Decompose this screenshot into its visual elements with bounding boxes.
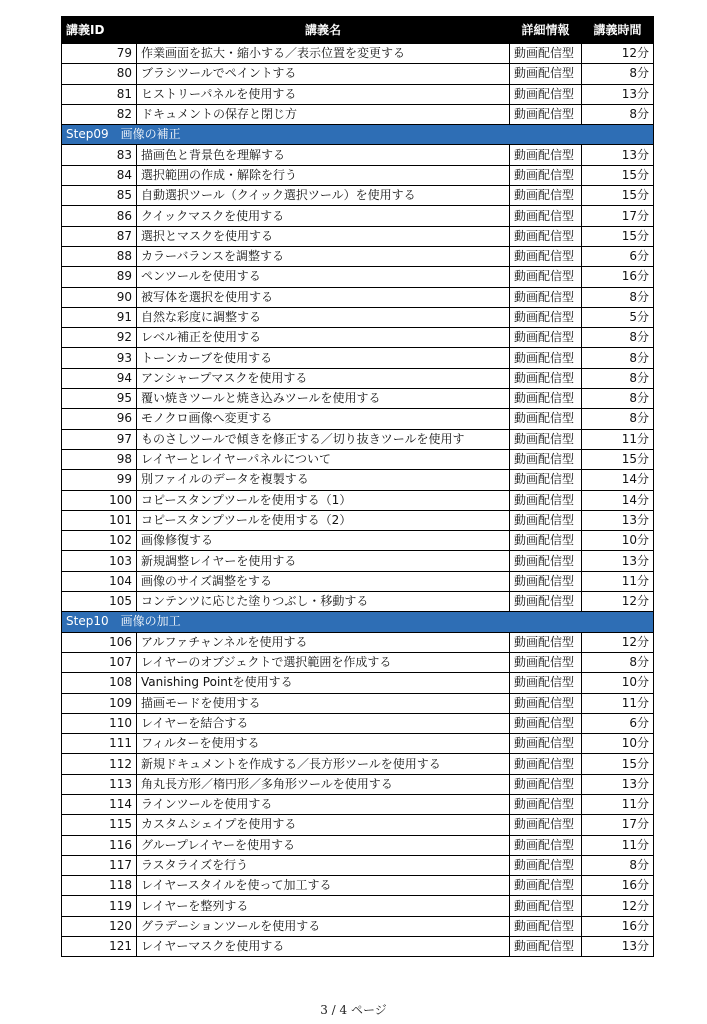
lecture-name: レイヤーとレイヤーパネルについて xyxy=(137,449,510,469)
lecture-time: 12分 xyxy=(582,632,654,652)
lecture-name: 作業画面を拡大・縮小する／表示位置を変更する xyxy=(137,44,510,64)
lecture-time: 8分 xyxy=(582,855,654,875)
lecture-detail: 動画配信型 xyxy=(510,531,582,551)
table-row xyxy=(62,855,654,875)
lecture-name: カラーバランスを調整する xyxy=(137,246,510,266)
lecture-time: 12分 xyxy=(582,44,654,64)
section-row xyxy=(62,612,654,632)
lecture-id: 84 xyxy=(62,165,137,185)
lecture-name: 描画モードを使用する xyxy=(137,693,510,713)
lecture-detail: 動画配信型 xyxy=(510,449,582,469)
table-row xyxy=(62,307,654,327)
table-row xyxy=(62,592,654,612)
lecture-id: 108 xyxy=(62,673,137,693)
lecture-detail: 動画配信型 xyxy=(510,632,582,652)
table-body xyxy=(62,44,654,957)
table-row xyxy=(62,409,654,429)
table-row xyxy=(62,165,654,185)
lecture-id: 88 xyxy=(62,246,137,266)
lecture-id: 112 xyxy=(62,754,137,774)
lecture-detail: 動画配信型 xyxy=(510,165,582,185)
lecture-name: レイヤーマスクを使用する xyxy=(137,937,510,957)
lecture-time: 15分 xyxy=(582,449,654,469)
lecture-time: 17分 xyxy=(582,815,654,835)
lecture-time: 15分 xyxy=(582,754,654,774)
lecture-id: 100 xyxy=(62,490,137,510)
lecture-detail: 動画配信型 xyxy=(510,429,582,449)
lecture-name: レイヤーを結合する xyxy=(137,713,510,733)
lecture-name: ドキュメントの保存と閉じ方 xyxy=(137,104,510,124)
lecture-id: 113 xyxy=(62,774,137,794)
lecture-time: 8分 xyxy=(582,389,654,409)
lecture-detail: 動画配信型 xyxy=(510,794,582,814)
lecture-name: 画像修復する xyxy=(137,531,510,551)
table-row xyxy=(62,470,654,490)
table-row xyxy=(62,287,654,307)
lecture-name: ラインツールを使用する xyxy=(137,794,510,814)
lecture-time: 12分 xyxy=(582,896,654,916)
lecture-time: 11分 xyxy=(582,571,654,591)
table-row xyxy=(62,815,654,835)
lecture-time: 8分 xyxy=(582,64,654,84)
lecture-name: コピースタンプツールを使用する（2） xyxy=(137,510,510,530)
table-row xyxy=(62,551,654,571)
lecture-id: 111 xyxy=(62,734,137,754)
lecture-name: ブラシツールでペイントする xyxy=(137,64,510,84)
lecture-detail: 動画配信型 xyxy=(510,592,582,612)
table-row xyxy=(62,673,654,693)
lecture-time: 5分 xyxy=(582,307,654,327)
lecture-name: Vanishing Pointを使用する xyxy=(137,673,510,693)
lecture-time: 8分 xyxy=(582,409,654,429)
section-row xyxy=(62,125,654,145)
lecture-time: 15分 xyxy=(582,186,654,206)
lecture-name: 自動選択ツール（クイック選択ツール）を使用する xyxy=(137,186,510,206)
table-row xyxy=(62,531,654,551)
table-row xyxy=(62,794,654,814)
lecture-time: 8分 xyxy=(582,652,654,672)
lecture-detail: 動画配信型 xyxy=(510,896,582,916)
lecture-time: 13分 xyxy=(582,84,654,104)
lecture-time: 6分 xyxy=(582,246,654,266)
table-row xyxy=(62,449,654,469)
lecture-time: 11分 xyxy=(582,429,654,449)
lecture-time: 13分 xyxy=(582,551,654,571)
table-row xyxy=(62,368,654,388)
table-row xyxy=(62,490,654,510)
section-label: Step10 画像の加工 xyxy=(62,612,654,632)
lecture-detail: 動画配信型 xyxy=(510,713,582,733)
lecture-id: 118 xyxy=(62,876,137,896)
lecture-id: 117 xyxy=(62,855,137,875)
lecture-time: 8分 xyxy=(582,104,654,124)
lecture-time: 11分 xyxy=(582,794,654,814)
table-row xyxy=(62,734,654,754)
lecture-id: 98 xyxy=(62,449,137,469)
lecture-detail: 動画配信型 xyxy=(510,774,582,794)
lecture-time: 16分 xyxy=(582,267,654,287)
lecture-detail: 動画配信型 xyxy=(510,510,582,530)
section-label: Step09 画像の補正 xyxy=(62,125,654,145)
lecture-detail: 動画配信型 xyxy=(510,145,582,165)
table-row xyxy=(62,937,654,957)
table-row xyxy=(62,916,654,936)
lecture-name: レベル補正を使用する xyxy=(137,328,510,348)
table-row xyxy=(62,896,654,916)
lecture-name: ペンツールを使用する xyxy=(137,267,510,287)
table-row xyxy=(62,571,654,591)
lecture-time: 8分 xyxy=(582,287,654,307)
lecture-detail: 動画配信型 xyxy=(510,307,582,327)
lecture-time: 8分 xyxy=(582,328,654,348)
table-row xyxy=(62,389,654,409)
lecture-detail: 動画配信型 xyxy=(510,815,582,835)
table-row xyxy=(62,835,654,855)
lecture-id: 79 xyxy=(62,44,137,64)
lecture-time: 12分 xyxy=(582,592,654,612)
lecture-name: ものさしツールで傾きを修正する／切り抜きツールを使用す xyxy=(137,429,510,449)
lecture-id: 82 xyxy=(62,104,137,124)
lecture-name: 別ファイルのデータを複製する xyxy=(137,470,510,490)
table-row xyxy=(62,774,654,794)
lecture-id: 102 xyxy=(62,531,137,551)
lecture-name: レイヤースタイルを使って加工する xyxy=(137,876,510,896)
lecture-name: 画像のサイズ調整をする xyxy=(137,571,510,591)
lecture-detail: 動画配信型 xyxy=(510,835,582,855)
lecture-detail: 動画配信型 xyxy=(510,226,582,246)
lecture-detail: 動画配信型 xyxy=(510,470,582,490)
lecture-time: 16分 xyxy=(582,916,654,936)
lecture-time: 16分 xyxy=(582,876,654,896)
lecture-id: 119 xyxy=(62,896,137,916)
lecture-time: 13分 xyxy=(582,774,654,794)
lecture-time: 13分 xyxy=(582,937,654,957)
table-row xyxy=(62,64,654,84)
lecture-time: 14分 xyxy=(582,470,654,490)
lecture-name: 選択とマスクを使用する xyxy=(137,226,510,246)
lecture-time: 8分 xyxy=(582,368,654,388)
lecture-detail: 動画配信型 xyxy=(510,734,582,754)
lecture-id: 96 xyxy=(62,409,137,429)
lecture-detail: 動画配信型 xyxy=(510,571,582,591)
lecture-name: 描画色と背景色を理解する xyxy=(137,145,510,165)
lecture-detail: 動画配信型 xyxy=(510,206,582,226)
table-row xyxy=(62,876,654,896)
lecture-detail: 動画配信型 xyxy=(510,64,582,84)
lecture-id: 109 xyxy=(62,693,137,713)
lecture-detail: 動画配信型 xyxy=(510,84,582,104)
lecture-id: 89 xyxy=(62,267,137,287)
lecture-id: 97 xyxy=(62,429,137,449)
lecture-detail: 動画配信型 xyxy=(510,693,582,713)
table-row xyxy=(62,44,654,64)
table-row xyxy=(62,348,654,368)
lecture-time: 6分 xyxy=(582,713,654,733)
lecture-id: 116 xyxy=(62,835,137,855)
lecture-name: 新規ドキュメントを作成する／長方形ツールを使用する xyxy=(137,754,510,774)
lecture-detail: 動画配信型 xyxy=(510,389,582,409)
lecture-detail: 動画配信型 xyxy=(510,267,582,287)
lecture-name: フィルターを使用する xyxy=(137,734,510,754)
lecture-id: 120 xyxy=(62,916,137,936)
lecture-detail: 動画配信型 xyxy=(510,409,582,429)
lecture-detail: 動画配信型 xyxy=(510,916,582,936)
course-table xyxy=(61,16,654,957)
lecture-id: 107 xyxy=(62,652,137,672)
lecture-id: 93 xyxy=(62,348,137,368)
header-time: 講義時間 xyxy=(582,17,654,44)
lecture-time: 11分 xyxy=(582,835,654,855)
lecture-id: 99 xyxy=(62,470,137,490)
lecture-id: 92 xyxy=(62,328,137,348)
lecture-time: 10分 xyxy=(582,673,654,693)
lecture-id: 104 xyxy=(62,571,137,591)
lecture-id: 106 xyxy=(62,632,137,652)
lecture-id: 85 xyxy=(62,186,137,206)
table-row xyxy=(62,226,654,246)
lecture-name: アルファチャンネルを使用する xyxy=(137,632,510,652)
lecture-id: 86 xyxy=(62,206,137,226)
lecture-detail: 動画配信型 xyxy=(510,876,582,896)
lecture-name: 自然な彩度に調整する xyxy=(137,307,510,327)
table-row xyxy=(62,84,654,104)
lecture-detail: 動画配信型 xyxy=(510,348,582,368)
table-header-row xyxy=(62,17,654,44)
page-number: 3 / 4 ページ xyxy=(320,1003,387,1017)
table-row xyxy=(62,328,654,348)
lecture-name: レイヤーのオブジェクトで選択範囲を作成する xyxy=(137,652,510,672)
lecture-time: 15分 xyxy=(582,165,654,185)
lecture-name: 被写体を選択を使用する xyxy=(137,287,510,307)
lecture-id: 110 xyxy=(62,713,137,733)
table-row xyxy=(62,713,654,733)
lecture-id: 87 xyxy=(62,226,137,246)
lecture-detail: 動画配信型 xyxy=(510,937,582,957)
lecture-name: ヒストリーパネルを使用する xyxy=(137,84,510,104)
lecture-detail: 動画配信型 xyxy=(510,754,582,774)
table-row xyxy=(62,510,654,530)
lecture-detail: 動画配信型 xyxy=(510,246,582,266)
lecture-time: 13分 xyxy=(582,510,654,530)
lecture-time: 10分 xyxy=(582,734,654,754)
lecture-time: 17分 xyxy=(582,206,654,226)
lecture-detail: 動画配信型 xyxy=(510,44,582,64)
header-detail: 詳細情報 xyxy=(510,17,582,44)
lecture-detail: 動画配信型 xyxy=(510,855,582,875)
lecture-id: 94 xyxy=(62,368,137,388)
lecture-id: 95 xyxy=(62,389,137,409)
lecture-id: 114 xyxy=(62,794,137,814)
lecture-detail: 動画配信型 xyxy=(510,287,582,307)
lecture-name: モノクロ画像へ変更する xyxy=(137,409,510,429)
lecture-id: 115 xyxy=(62,815,137,835)
table-row xyxy=(62,429,654,449)
lecture-name: ラスタライズを行う xyxy=(137,855,510,875)
header-name: 講義名 xyxy=(137,17,510,44)
lecture-detail: 動画配信型 xyxy=(510,186,582,206)
table-row xyxy=(62,186,654,206)
lecture-time: 13分 xyxy=(582,145,654,165)
lecture-time: 10分 xyxy=(582,531,654,551)
lecture-time: 8分 xyxy=(582,348,654,368)
lecture-name: レイヤーを整列する xyxy=(137,896,510,916)
lecture-id: 91 xyxy=(62,307,137,327)
lecture-name: コンテンツに応じた塗りつぶし・移動する xyxy=(137,592,510,612)
lecture-id: 81 xyxy=(62,84,137,104)
lecture-name: 角丸長方形／楕円形／多角形ツールを使用する xyxy=(137,774,510,794)
lecture-detail: 動画配信型 xyxy=(510,673,582,693)
lecture-name: カスタムシェイプを使用する xyxy=(137,815,510,835)
table-row xyxy=(62,246,654,266)
lecture-id: 101 xyxy=(62,510,137,530)
lecture-detail: 動画配信型 xyxy=(510,328,582,348)
lecture-name: トーンカーブを使用する xyxy=(137,348,510,368)
table-row xyxy=(62,145,654,165)
lecture-id: 80 xyxy=(62,64,137,84)
lecture-id: 90 xyxy=(62,287,137,307)
lecture-time: 15分 xyxy=(582,226,654,246)
lecture-name: グループレイヤーを使用する xyxy=(137,835,510,855)
table-row xyxy=(62,693,654,713)
lecture-name: クイックマスクを使用する xyxy=(137,206,510,226)
table-row xyxy=(62,632,654,652)
lecture-name: グラデーションツールを使用する xyxy=(137,916,510,936)
lecture-id: 105 xyxy=(62,592,137,612)
lecture-id: 103 xyxy=(62,551,137,571)
lecture-detail: 動画配信型 xyxy=(510,652,582,672)
lecture-detail: 動画配信型 xyxy=(510,368,582,388)
table-row xyxy=(62,267,654,287)
lecture-time: 11分 xyxy=(582,693,654,713)
lecture-detail: 動画配信型 xyxy=(510,551,582,571)
lecture-name: 選択範囲の作成・解除を行う xyxy=(137,165,510,185)
lecture-name: コピースタンプツールを使用する（1） xyxy=(137,490,510,510)
header-id: 講義ID xyxy=(62,17,137,44)
table-row xyxy=(62,104,654,124)
lecture-detail: 動画配信型 xyxy=(510,104,582,124)
lecture-time: 14分 xyxy=(582,490,654,510)
lecture-id: 83 xyxy=(62,145,137,165)
table-row xyxy=(62,652,654,672)
lecture-name: 新規調整レイヤーを使用する xyxy=(137,551,510,571)
lecture-id: 121 xyxy=(62,937,137,957)
table-row xyxy=(62,206,654,226)
table-row xyxy=(62,754,654,774)
lecture-name: 覆い焼きツールと焼き込みツールを使用する xyxy=(137,389,510,409)
lecture-name: アンシャープマスクを使用する xyxy=(137,368,510,388)
lecture-detail: 動画配信型 xyxy=(510,490,582,510)
